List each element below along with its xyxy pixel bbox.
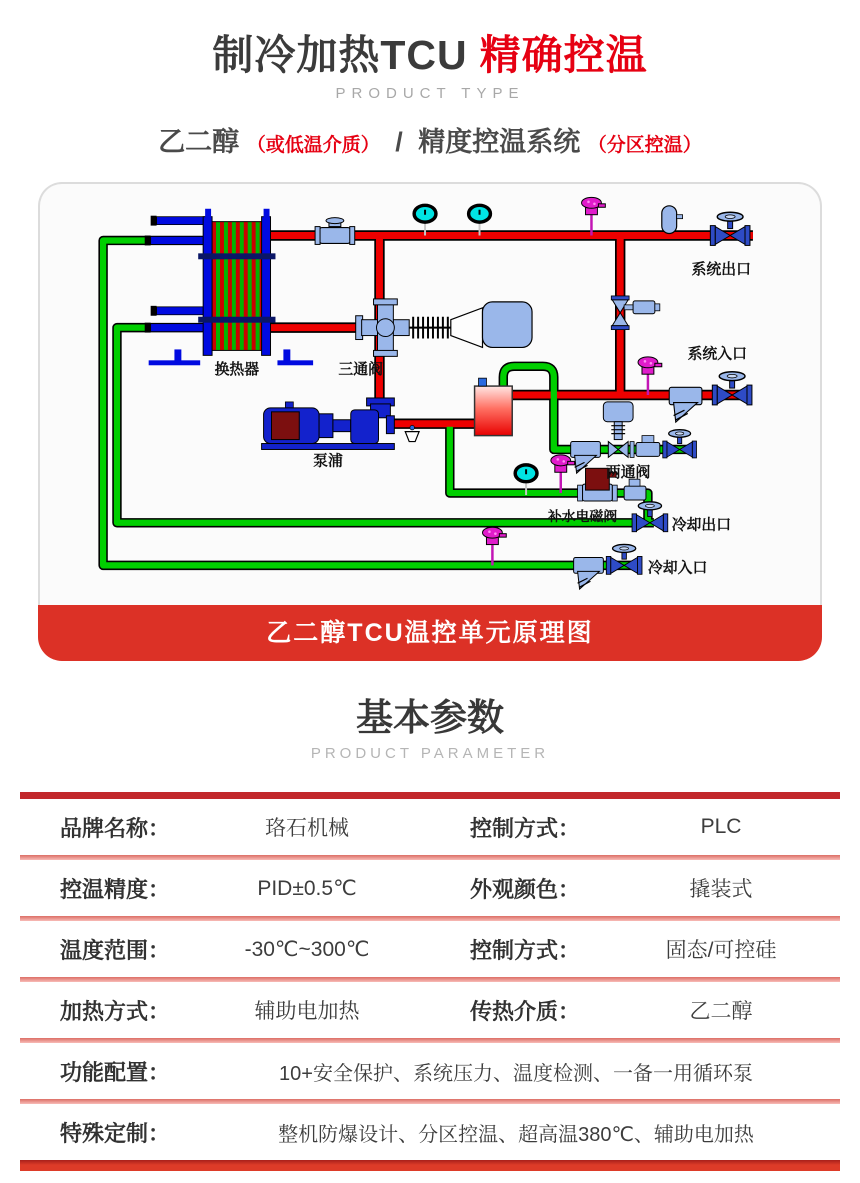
table-row bbox=[20, 1043, 840, 1099]
three-way-valve bbox=[356, 299, 532, 356]
param-label: 温度范围： bbox=[60, 937, 171, 963]
label-pump: 泵浦 bbox=[313, 453, 343, 470]
tagline bbox=[0, 120, 860, 159]
param-value: 固态/可控硅 bbox=[665, 939, 777, 962]
title-accent: 精确控温 bbox=[479, 32, 648, 78]
temperature-sensor-icon bbox=[483, 527, 507, 565]
label-three-way-valve: 三通阀 bbox=[338, 362, 383, 379]
table-row bbox=[20, 860, 840, 916]
label-two-way-valve: 两通阀 bbox=[605, 465, 651, 482]
parameters-subtitle: PRODUCT PARAMETER bbox=[310, 745, 550, 762]
param-label: 控制方式： bbox=[470, 815, 581, 841]
temperature-sensor-icon bbox=[551, 455, 575, 493]
param-value: 辅助电加热 bbox=[254, 1000, 360, 1023]
param-label: 品牌名称： bbox=[60, 815, 171, 841]
page-header bbox=[0, 0, 860, 159]
parameters-header bbox=[0, 687, 860, 762]
tagline-system-note: （分区控温） bbox=[587, 135, 702, 156]
param-value: 珞石机械 bbox=[265, 817, 349, 840]
diagram-figure bbox=[38, 182, 822, 661]
param-value: 整机防爆设计、分区控温、超高温380℃、辅助电加热 bbox=[278, 1123, 754, 1146]
label-system-inlet: 系统入口 bbox=[687, 346, 747, 363]
system-inlet-strainer bbox=[669, 387, 702, 422]
inline-valve bbox=[315, 218, 355, 245]
param-label: 特殊定制： bbox=[60, 1120, 171, 1146]
temperature-sensor-icon bbox=[582, 197, 606, 235]
cooling-inlet-strainer bbox=[574, 557, 604, 589]
spec-table bbox=[20, 792, 840, 1171]
parameters-title: 基本参数 bbox=[356, 697, 504, 738]
process-diagram bbox=[40, 184, 820, 605]
tagline-medium-note: （或低温介质） bbox=[246, 135, 380, 156]
tagline-medium: 乙二醇 bbox=[158, 127, 240, 157]
table-top-border bbox=[20, 792, 840, 799]
label-cooling-inlet: 冷却入口 bbox=[647, 560, 708, 577]
diagram-panel bbox=[38, 182, 822, 605]
pump bbox=[262, 398, 395, 450]
tagline-separator: / bbox=[395, 127, 403, 157]
label-heat-exchanger: 换热器 bbox=[214, 362, 260, 379]
table-bottom-border bbox=[20, 1160, 840, 1171]
param-value: 乙二醇 bbox=[689, 1000, 753, 1023]
pipe-outlines bbox=[103, 236, 753, 566]
param-label: 控制方式： bbox=[470, 937, 581, 963]
param-label: 加热方式： bbox=[60, 998, 171, 1024]
tagline-system: 精度控温系统 bbox=[418, 127, 581, 157]
diagram-caption-banner: 乙二醇TCU温控单元原理图 bbox=[38, 605, 822, 661]
label-makeup-solenoid: 补水电磁阀 bbox=[547, 507, 618, 524]
label-cooling-outlet: 冷却出口 bbox=[671, 517, 732, 534]
param-value: -30℃~300℃ bbox=[244, 937, 370, 961]
temperature-sensor-icon bbox=[638, 357, 662, 395]
label-system-outlet: 系统出口 bbox=[691, 262, 751, 279]
param-label: 功能配置： bbox=[60, 1059, 171, 1085]
param-value: 10+安全保护、系统压力、温度检测、一备一用循环泵 bbox=[279, 1062, 753, 1085]
param-value: PID±0.5℃ bbox=[257, 876, 357, 900]
subtitle: PRODUCT TYPE bbox=[335, 85, 525, 102]
param-label: 外观颜色： bbox=[470, 876, 581, 902]
table-row bbox=[20, 982, 840, 1038]
page-title bbox=[0, 30, 860, 80]
param-label: 控温精度： bbox=[60, 876, 171, 902]
table-row bbox=[20, 799, 840, 855]
param-label: 传热介质： bbox=[470, 998, 581, 1024]
param-value: 撬装式 bbox=[689, 878, 753, 901]
heater-tank bbox=[475, 378, 513, 435]
param-value: PLC bbox=[700, 815, 742, 838]
expansion-vessel bbox=[662, 206, 683, 234]
title-main: 制冷加热TCU bbox=[212, 32, 468, 78]
table-row bbox=[20, 921, 840, 977]
table-row bbox=[20, 1104, 840, 1160]
